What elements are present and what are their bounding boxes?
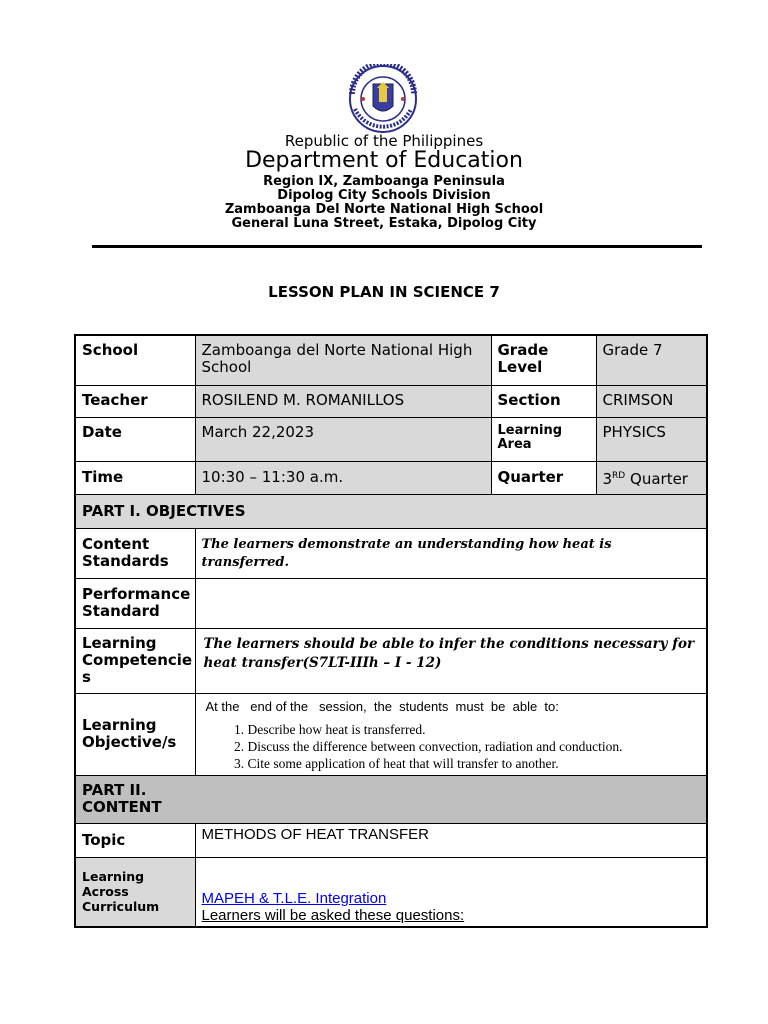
content-standards-value — [195, 528, 707, 578]
learning-objectives-label: Learning Objective/s — [75, 693, 195, 775]
content-standards-text: The learners demonstrate an understanding how heat is transferred. — [201, 537, 612, 570]
mapeh-tle-integration-link[interactable]: MAPEH & T.L.E. Integration — [201, 890, 387, 907]
grade-level-label: Grade Level — [491, 335, 596, 385]
learning-competencies-text: The learners should be able to infer the conditions necessary for heat transfer(S7LT-IIIh – I - 12) — [203, 635, 695, 671]
topic-value: METHODS OF HEAT TRANSFER — [195, 823, 707, 857]
objective-item: 3. Cite some application of heat that will transfer to another. — [248, 755, 701, 772]
lesson-plan-table — [74, 334, 708, 928]
objectives-list — [202, 721, 701, 772]
lesson-plan-title: LESSON PLAN IN SCIENCE 7 — [268, 283, 500, 301]
school-value: Zamboanga del Norte National High School — [195, 335, 491, 385]
school-label: School — [75, 335, 195, 385]
learning-competencies-label: Learning Competencie s — [75, 628, 195, 693]
objective-item: 2. Discuss the difference between convection, radiation and conduction. — [248, 738, 701, 755]
content-standards-label: Content Standards — [75, 528, 195, 578]
date-value: March 22,2023 — [195, 417, 491, 461]
republic-line: Republic of the Philippines — [284, 132, 484, 150]
division-line: Dipolog City Schools Division — [277, 188, 491, 203]
quarter-label: Quarter — [491, 461, 596, 494]
learning-area-value: PHYSICS — [596, 417, 707, 461]
learning-across-curriculum-label: Learning Across Curriculum — [75, 857, 195, 927]
department-title: Department of Education — [245, 148, 523, 173]
address-line: General Luna Street, Estaka, Dipolog City — [231, 216, 537, 231]
header-divider — [92, 245, 702, 248]
questions-intro: Learners will be asked these questions: — [201, 907, 465, 924]
date-label: Date — [75, 417, 195, 461]
objective-item: 1. Describe how heat is transferred. — [248, 721, 701, 738]
quarter-number: 3 — [602, 469, 613, 488]
region-line: Region IX, Zamboanga Peninsula — [263, 174, 505, 189]
time-value: 10:30 – 11:30 a.m. — [195, 461, 491, 494]
time-label: Time — [75, 461, 195, 494]
part2-heading: PART II. CONTENT — [75, 775, 707, 823]
deped-seal — [343, 64, 423, 134]
teacher-value: ROSILEND M. ROMANILLOS — [195, 385, 491, 417]
section-label: Section — [491, 385, 596, 417]
section-value: CRIMSON — [596, 385, 707, 417]
learning-area-label: Learning Area — [491, 417, 596, 461]
part1-heading: PART I. OBJECTIVES — [75, 494, 707, 528]
quarter-word: Quarter — [630, 469, 688, 488]
learning-competencies-value — [195, 628, 707, 693]
performance-standard-label: Performance Standard — [75, 578, 195, 628]
quarter-value — [596, 461, 707, 494]
performance-standard-value — [195, 578, 707, 628]
school-line: Zamboanga Del Norte National High School — [224, 202, 544, 217]
teacher-label: Teacher — [75, 385, 195, 417]
learning-across-curriculum-value — [195, 857, 707, 927]
objectives-intro: At the end of the session, the students must be able to: — [205, 698, 559, 714]
grade-level-value: Grade 7 — [596, 335, 707, 385]
quarter-ordinal: RD — [612, 470, 626, 481]
learning-objectives-value — [195, 693, 707, 775]
topic-label: Topic — [75, 823, 195, 857]
